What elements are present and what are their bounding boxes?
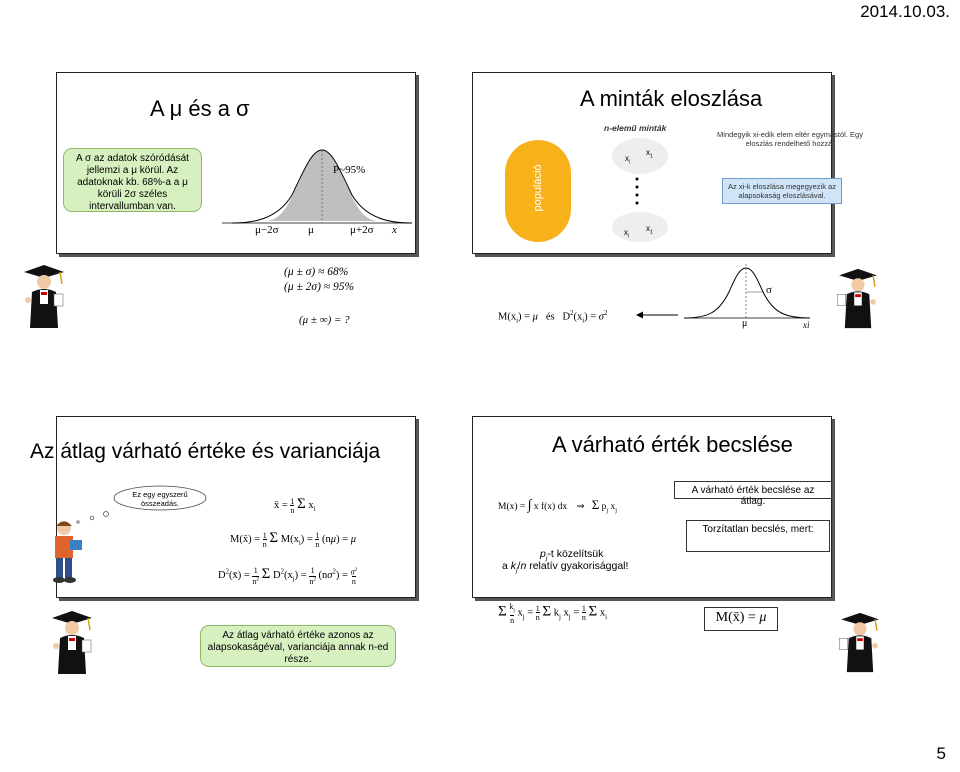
slide-3-note: Az átlag várható értéke azonos az alapsokaságéval, varianciája annak n-ed része. bbox=[200, 625, 396, 667]
formula-95: (μ ± 2σ) ≈ 95% bbox=[284, 281, 355, 293]
professor-icon-2 bbox=[834, 266, 882, 330]
formula-68: (μ ± σ) ≈ 68% bbox=[284, 266, 349, 278]
formula-xbar: x̄ = 1 n Σ $x_i$ bbox=[274, 496, 316, 515]
mu-label: μ bbox=[742, 318, 748, 329]
sample-circle-top bbox=[612, 138, 668, 174]
axis-label-x: x bbox=[392, 224, 397, 236]
formula-infinity: (μ ± ∞) = ? bbox=[299, 314, 350, 326]
formula-M-integral: M(x) = ∫ x f(x) dx ⇒ Σ $p_j$ $x_j$ bbox=[498, 497, 617, 514]
slide-3-title: Az átlag várható értéke és varianciája bbox=[30, 440, 381, 463]
x1-top: $x_1$ bbox=[646, 148, 653, 160]
formula-sum: Σ $k_j$ n $x_j = 1$ n Σ $k_j$ $x_j = 1$ n Σ $x_i$ bbox=[498, 602, 607, 625]
professor-icon bbox=[20, 262, 68, 330]
axis-label-mu: μ bbox=[308, 224, 314, 236]
slide-1-note: A σ az adatok szóródását jellemzi a μ körül. Az adatoknak kb. 68%-a a μ körüli 2σ széles intervallumban van. bbox=[63, 148, 202, 212]
distribution-curve bbox=[684, 262, 814, 322]
page-number: 5 bbox=[936, 744, 946, 763]
axis-label-mu-minus: μ−2σ bbox=[255, 224, 279, 236]
result-box: M(x̄) = μ bbox=[704, 607, 778, 631]
p-label: P~95% bbox=[333, 164, 366, 176]
sample-header: n-elemű minták bbox=[604, 123, 667, 133]
slide-2-title: A minták eloszlása bbox=[580, 86, 763, 111]
note-estimate: A várható érték becslése az átlag. bbox=[674, 481, 832, 499]
approx-line-2: a $k_j/n$ relatív gyakorisággal! bbox=[502, 560, 629, 575]
axis-label-mu-plus: μ+2σ bbox=[350, 224, 374, 236]
slide-4-title: A várható érték becslése bbox=[552, 432, 793, 457]
arrow-icon bbox=[636, 310, 678, 320]
note-elements: Mindegyik xi-edik elem eltér egymástól. Egy eloszlás rendelhető hozzá. bbox=[717, 130, 863, 148]
sigma-label: σ bbox=[766, 284, 772, 296]
note-unbiased: Torzítatlan becslés, mert: bbox=[686, 520, 830, 552]
formula-D-xbar: $D^2(x̄) = 1$ $n^2$ Σ $D^2(x_i) = 1$ $n^2$ $(n\sigma^2) = \sigma^2$ n bbox=[218, 566, 358, 586]
xi-bottom: $x_i$ bbox=[624, 228, 630, 240]
professor-icon-4 bbox=[836, 610, 884, 674]
normal-curve-chart bbox=[222, 140, 412, 240]
student-icon bbox=[44, 518, 88, 584]
slide-1-title: A μ és a σ bbox=[150, 96, 250, 121]
bubble-text: Ez egy egyszerű összeadás. bbox=[132, 490, 188, 508]
sample-circle-bottom bbox=[612, 212, 668, 242]
xi-top: $x_i$ bbox=[625, 154, 631, 166]
formula-M-xbar: M(x̄) = 1 n Σ $M(x_i) = 1$ n (nμ) = μ bbox=[230, 530, 357, 549]
xi-label: xi bbox=[803, 320, 810, 330]
note-distribution: Az xi-k eloszlása megegyezik az alapsokaság eloszlásával. bbox=[722, 178, 842, 204]
population-label: populáció bbox=[532, 164, 544, 212]
professor-icon-3 bbox=[48, 608, 96, 676]
formula-mean-variance: $M(x_i) = \mu$ és $D^2(x_i) = \sigma^2$ bbox=[498, 310, 608, 325]
x1-bottom: $x_1$ bbox=[646, 224, 653, 236]
approx-line-1: $p_j-t$ közelítsük bbox=[540, 548, 604, 563]
date: 2014.10.03. bbox=[860, 2, 950, 21]
ellipsis-dots bbox=[634, 176, 640, 210]
